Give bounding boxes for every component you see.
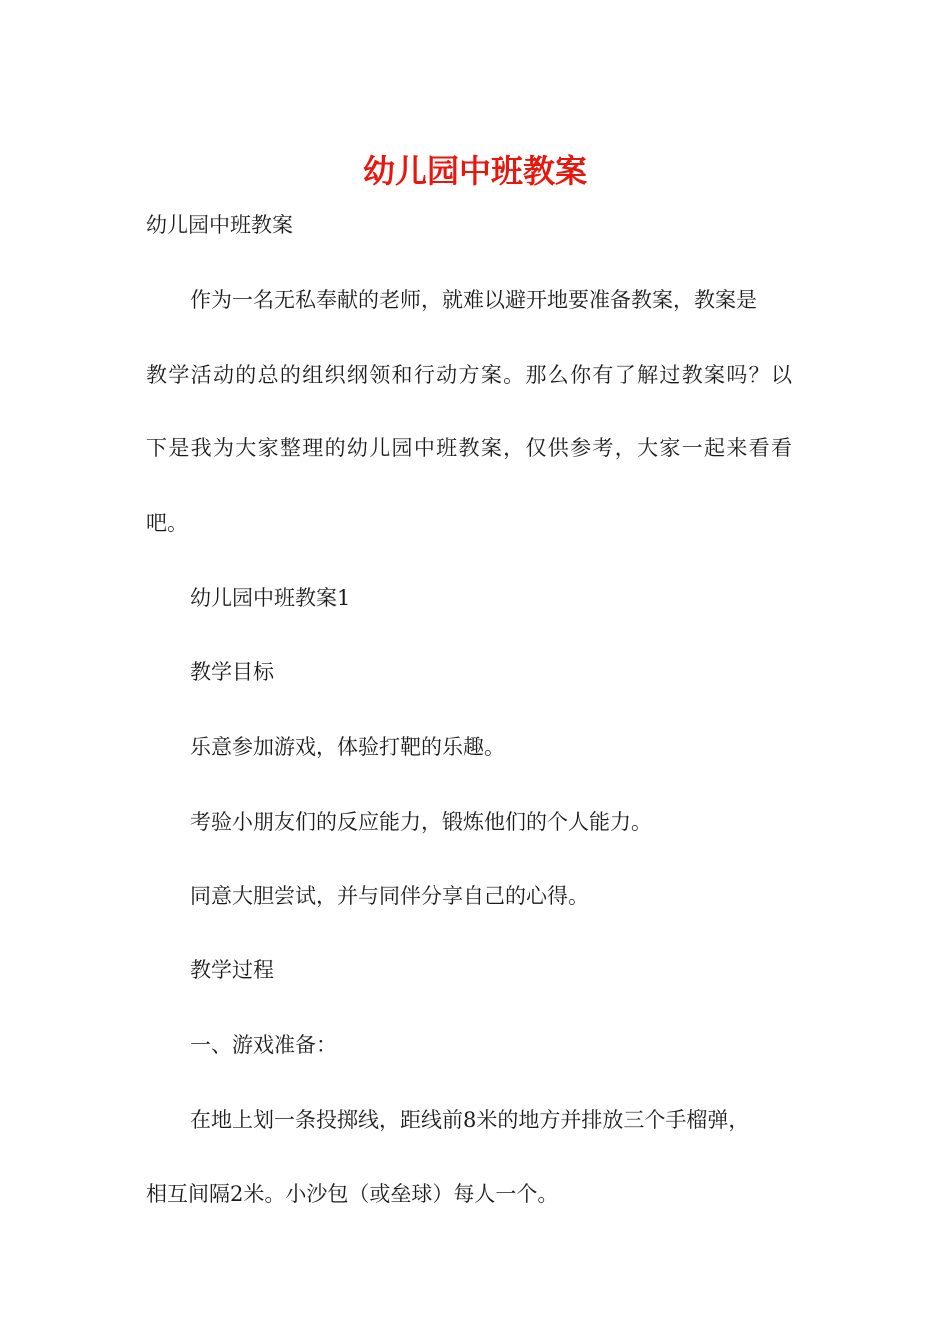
section-heading: 教学过程 <box>190 958 274 982</box>
paragraph-line: 乐意参加游戏，体验打靶的乐趣。 <box>190 735 505 759</box>
paragraph-line: 下是我为大家整理的幼儿园中班教案，仅供参考，大家一起来看看 <box>146 436 792 460</box>
paragraph-line: 在地上划一条投掷线，距线前8米的地方并排放三个手榴弹， <box>190 1108 750 1132</box>
paragraph-line: 同意大胆尝试，并与同伴分享自己的心得。 <box>190 884 589 908</box>
subtitle-line: 幼儿园中班教案 <box>146 213 293 237</box>
document-title: 幼儿园中班教案 <box>362 152 587 190</box>
paragraph-line: 教学活动的总的组织纲领和行动方案。那么你有了解过教案吗？以 <box>146 363 792 387</box>
section-heading: 教学目标 <box>190 660 274 684</box>
section-heading: 幼儿园中班教案1 <box>190 586 351 610</box>
section-heading: 一、游戏准备： <box>190 1033 337 1057</box>
paragraph-line: 作为一名无私奉献的老师，就难以避开地要准备教案，教案是 <box>190 288 757 312</box>
paragraph-line: 考验小朋友们的反应能力，锻炼他们的个人能力。 <box>190 810 652 834</box>
paragraph-line: 相互间隔2米。小沙包（或垒球）每人一个。 <box>146 1182 559 1206</box>
paragraph-line: 吧。 <box>146 511 188 535</box>
